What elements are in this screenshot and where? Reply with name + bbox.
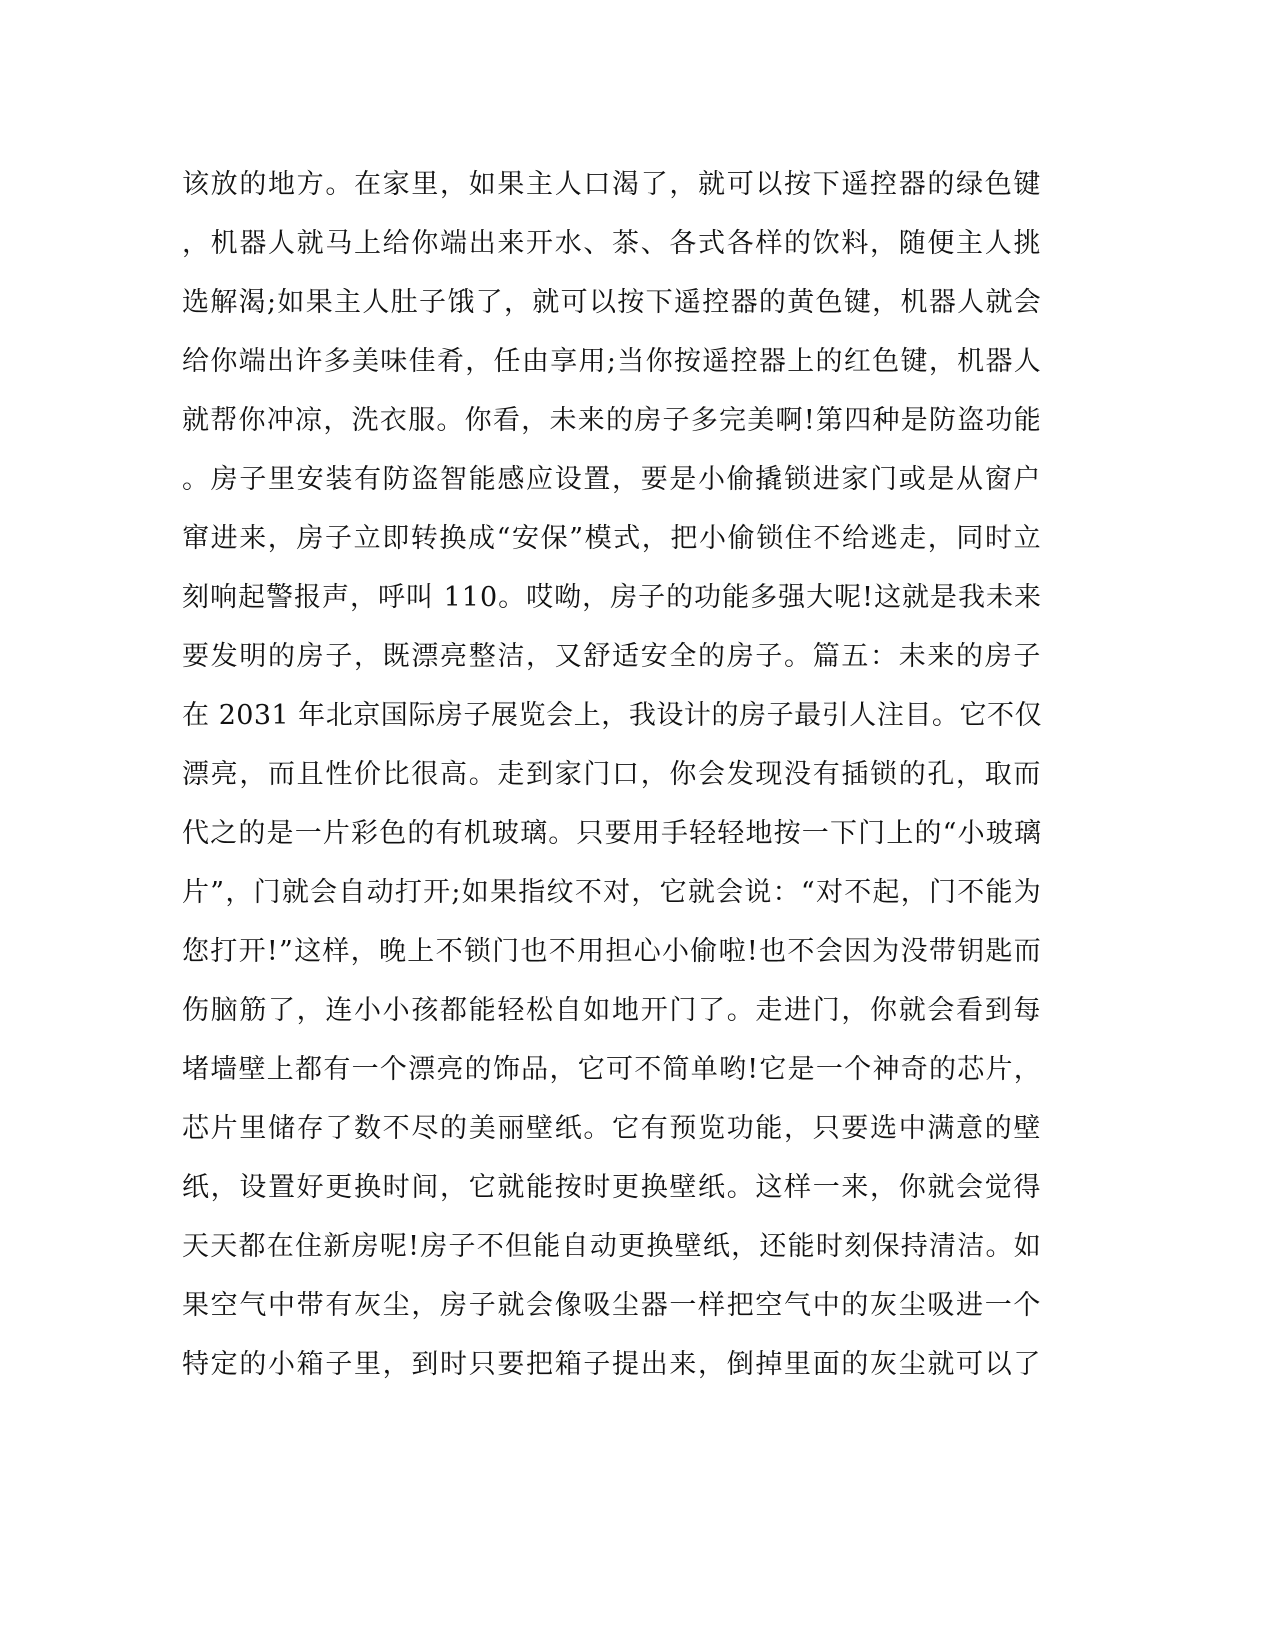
- text-line: 刻响起警报声，呼叫 110。哎呦，房子的功能多强大呢!这就是我未来: [182, 582, 1042, 613]
- text-line: 果空气中带有灰尘，房子就会像吸尘器一样把空气中的灰尘吸进一个: [182, 1290, 1042, 1321]
- text-line: 纸，设置好更换时间，它就能按时更换壁纸。这样一来，你就会觉得: [182, 1172, 1042, 1203]
- text-line: 选解渴;如果主人肚子饿了，就可以按下遥控器的黄色键，机器人就会: [182, 287, 1042, 318]
- text-line: 伤脑筋了，连小小孩都能轻松自如地开门了。走进门，你就会看到每: [182, 995, 1042, 1026]
- text-line: 片”，门就会自动打开;如果指纹不对，它就会说：“对不起，门不能为: [182, 877, 1042, 908]
- text-line: 给你端出许多美味佳肴，任由享用;当你按遥控器上的红色键，机器人: [182, 346, 1042, 377]
- body-text: [182, 155, 1042, 1394]
- text-line: 堵墙壁上都有一个漂亮的饰品，它可不简单哟!它是一个神奇的芯片，: [182, 1054, 1042, 1085]
- text-line: 该放的地方。在家里，如果主人口渴了，就可以按下遥控器的绿色键: [182, 169, 1042, 200]
- text-line: 要发明的房子，既漂亮整洁，又舒适安全的房子。篇五：未来的房子: [182, 641, 1042, 672]
- text-line: 漂亮，而且性价比很高。走到家门口，你会发现没有插锁的孔，取而: [182, 759, 1042, 790]
- text-line: 天天都在住新房呢!房子不但能自动更换壁纸，还能时刻保持清洁。如: [182, 1231, 1042, 1262]
- text-line: 。房子里安装有防盗智能感应设置，要是小偷撬锁进家门或是从窗户: [182, 464, 1042, 495]
- text-line: 特定的小箱子里，到时只要把箱子提出来，倒掉里面的灰尘就可以了: [182, 1349, 1042, 1380]
- text-line: 代之的是一片彩色的有机玻璃。只要用手轻轻地按一下门上的“小玻璃: [182, 818, 1042, 849]
- text-line: 窜进来，房子立即转换成“安保”模式，把小偷锁住不给逃走，同时立: [182, 523, 1043, 554]
- text-line: 在 2031 年北京国际房子展览会上，我设计的房子最引人注目。它不仅: [182, 700, 1042, 731]
- text-line: 芯片里储存了数不尽的美丽壁纸。它有预览功能，只要选中满意的壁: [182, 1113, 1042, 1144]
- text-line: ，机器人就马上给你端出来开水、茶、各式各样的饮料，随便主人挑: [182, 228, 1042, 259]
- text-line: 您打开!”这样，晚上不锁门也不用担心小偷啦!也不会因为没带钥匙而: [182, 936, 1042, 967]
- text-line: 就帮你冲凉，洗衣服。你看，未来的房子多完美啊!第四种是防盗功能: [182, 405, 1042, 436]
